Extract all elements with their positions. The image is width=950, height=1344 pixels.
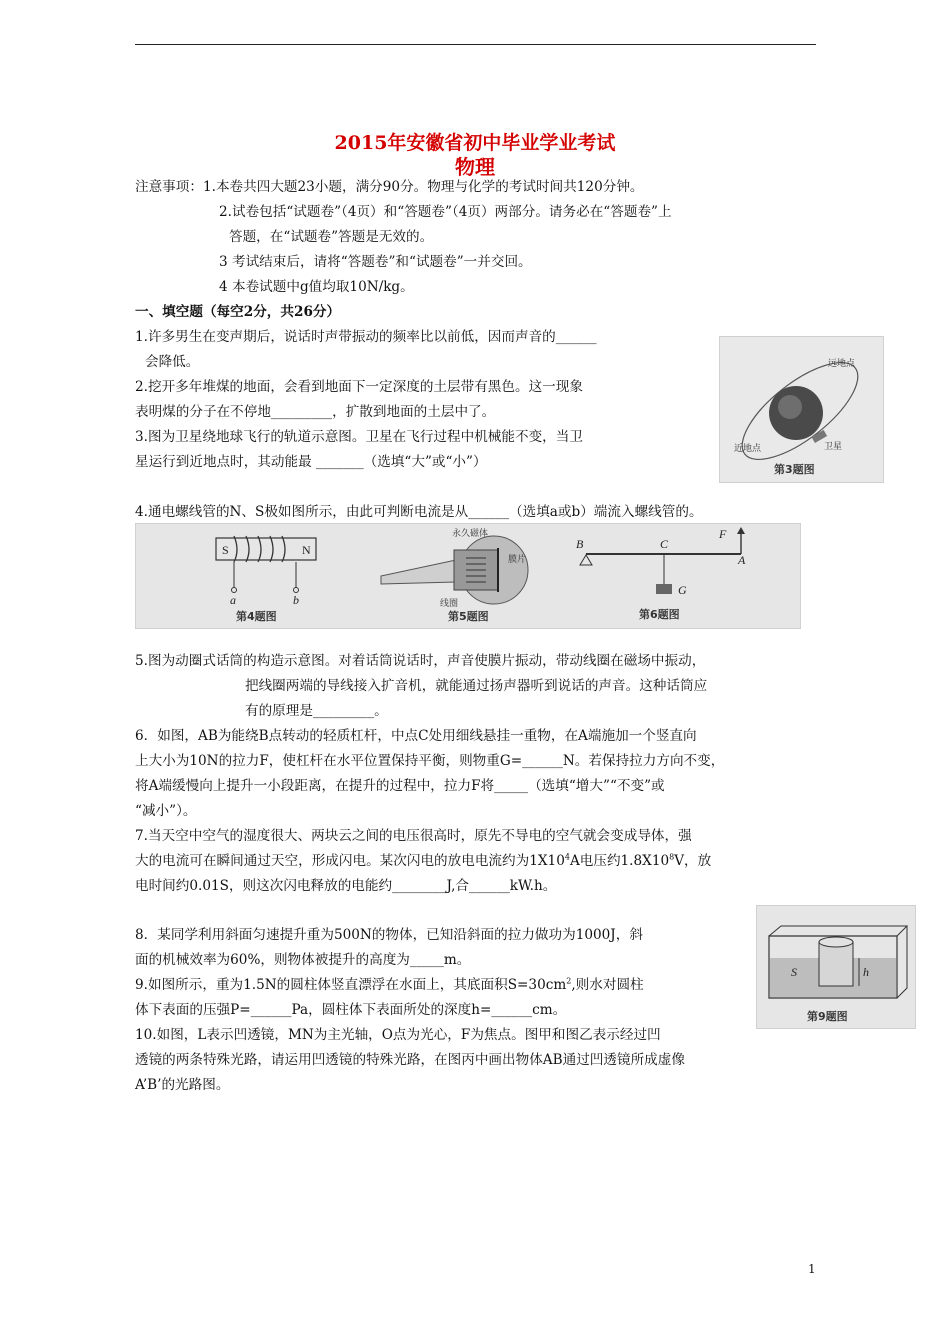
svg-text:G: G bbox=[678, 583, 687, 597]
svg-text:膜片: 膜片 bbox=[508, 555, 527, 565]
q5-line-2: 把线圈两端的导线接入扩音机，就能通过扬声器听到说话的声音。这种话筒应 bbox=[245, 678, 708, 694]
svg-text:S: S bbox=[222, 543, 229, 557]
q4-line: 4.通电螺线管的N、S极如图所示，由此可判断电流是从______（选填a或b）端流入螺线管的。 bbox=[135, 504, 703, 520]
svg-text:第6题图: 第6题图 bbox=[639, 608, 680, 621]
svg-text:C: C bbox=[660, 537, 669, 551]
q9-line-1: 9.如图所示，重为1.5N的圆柱体竖直漂浮在水面上，其底面积$S=30cm^2$,则水对圆柱 bbox=[135, 976, 644, 993]
q1-line-2: 会降低。 bbox=[145, 354, 200, 370]
svg-text:S: S bbox=[791, 965, 797, 979]
page-number: 1 bbox=[808, 1262, 816, 1276]
q8-line-1: 8．某同学利用斜面匀速提升重为500N的物体，已知沿斜面的拉力做功为1000J，斜 bbox=[135, 927, 643, 943]
q2-line-1: 2.挖开多年堆煤的地面，会看到地面下一定深度的土层带有黑色。这一现象 bbox=[135, 379, 583, 395]
svg-text:b: b bbox=[293, 593, 299, 607]
q10-line-1: 10.如图，L表示凹透镜，MN为主光轴，O点为光心，F为焦点。图甲和图乙表示经过凹 bbox=[135, 1027, 661, 1043]
notes-line-2b: 答题，在“试题卷”答题是无效的。 bbox=[229, 229, 434, 245]
svg-text:第5题图: 第5题图 bbox=[448, 610, 489, 623]
q3-line-1: 3.图为卫星绕地球飞行的轨道示意图。卫星在飞行过程中机械能不变，当卫 bbox=[135, 429, 583, 445]
q6-line-1: 6．如图，AB为能绕B点转动的轻质杠杆，中点C处用细线悬挂一重物，在A端施加一个竖直向 bbox=[135, 728, 697, 744]
svg-text:F: F bbox=[719, 527, 727, 541]
svg-text:近地点: 近地点 bbox=[734, 444, 762, 454]
svg-text:a: a bbox=[230, 593, 236, 607]
q7-line-2: 大的电流可在瞬间通过天空，形成闪电。某次闪电的放电电流约为$1X10^4A$电压约$1.8X10^8V$，放 bbox=[135, 852, 712, 869]
svg-text:第4题图: 第4题图 bbox=[236, 610, 277, 623]
svg-text:卫星: 卫星 bbox=[824, 442, 843, 452]
svg-text:N: N bbox=[302, 543, 311, 557]
notes-line-1: 注意事项：1.本卷共四大题23小题，满分90分。物理与化学的考试时间共120分钟。 bbox=[135, 179, 644, 195]
section-heading: 一、填空题（每空2分，共26分） bbox=[135, 304, 341, 320]
q6-line-3: 将A端缓慢向上提升一小段距离，在提升的过程中，拉力F将_____（选填“增大”“不变”或 bbox=[135, 778, 665, 794]
svg-text:永久磁体: 永久磁体 bbox=[452, 529, 489, 539]
svg-text:线圈: 线圈 bbox=[440, 599, 459, 609]
notes-line-3: 3 考试结束后，请将“答题卷”和“试题卷”一并交回。 bbox=[219, 254, 532, 270]
notes-line-2: 2.试卷包括“试题卷”（4页）和“答题卷”（4页）两部分。请务必在“答题卷”上 bbox=[219, 204, 672, 220]
svg-text:第9题图: 第9题图 bbox=[807, 1010, 848, 1023]
q7-line-3: 电时间约0.01S，则这次闪电释放的电能约________J,合______kW.h。 bbox=[135, 878, 557, 894]
header-rule bbox=[135, 44, 816, 45]
q6-line-2: 上大小为10N的拉力F，使杠杆在水平位置保持平衡，则物重G=______N。若保持拉力方向不变， bbox=[135, 753, 725, 769]
q6-line-4: “减小”）。 bbox=[135, 803, 197, 819]
q3-line-2: 星运行到近地点时，其动能最 _______（选填“大”或“小”） bbox=[135, 454, 487, 470]
exam-title: 2015年安徽省初中毕业学业考试 bbox=[334, 132, 616, 154]
q5-line-3: 有的原理是_________。 bbox=[245, 703, 388, 719]
q2-line-2: 表明煤的分子在不停地_________，扩散到地面的土层中了。 bbox=[135, 404, 496, 420]
q9-line-2: 体下表面的压强P=______Pa，圆柱体下表面所处的深度h=______cm。 bbox=[135, 1002, 567, 1018]
q7-line-1: 7.当天空中空气的湿度很大、两块云之间的电压很高时，原先不导电的空气就会变成导体，强 bbox=[135, 828, 692, 844]
svg-text:B: B bbox=[576, 537, 584, 551]
q8-line-2: 面的机械效率为60%，则物体被提升的高度为_____m。 bbox=[135, 952, 471, 968]
svg-text:h: h bbox=[863, 965, 869, 979]
svg-text:第3题图: 第3题图 bbox=[774, 463, 815, 476]
q10-line-2: 透镜的两条特殊光路，请运用凹透镜的特殊光路，在图丙中画出物体AB通过凹透镜所成虚像 bbox=[135, 1052, 685, 1068]
q5-line-1: 5.图为动圈式话筒的构造示意图。对着话筒说话时，声音使膜片振动，带动线圈在磁场中振动， bbox=[135, 653, 706, 669]
figure-3-satellite-orbit bbox=[719, 336, 884, 483]
q1-line-1: 1.许多男生在变声期后，说话时声带振动的频率比以前低，因而声音的______ bbox=[135, 329, 597, 345]
figure-9-floating-cylinder bbox=[756, 905, 916, 1029]
q10-line-3: A’B’的光路图。 bbox=[135, 1077, 230, 1093]
figures-4-5-6-strip bbox=[135, 523, 801, 629]
svg-text:A: A bbox=[738, 553, 746, 567]
exam-subject: 物理 bbox=[455, 155, 495, 179]
svg-text:远地点: 远地点 bbox=[828, 359, 856, 369]
notes-line-4: 4 本卷试题中g值均取10N/kg。 bbox=[219, 279, 414, 295]
notes-label: 注意事项： bbox=[135, 179, 203, 195]
